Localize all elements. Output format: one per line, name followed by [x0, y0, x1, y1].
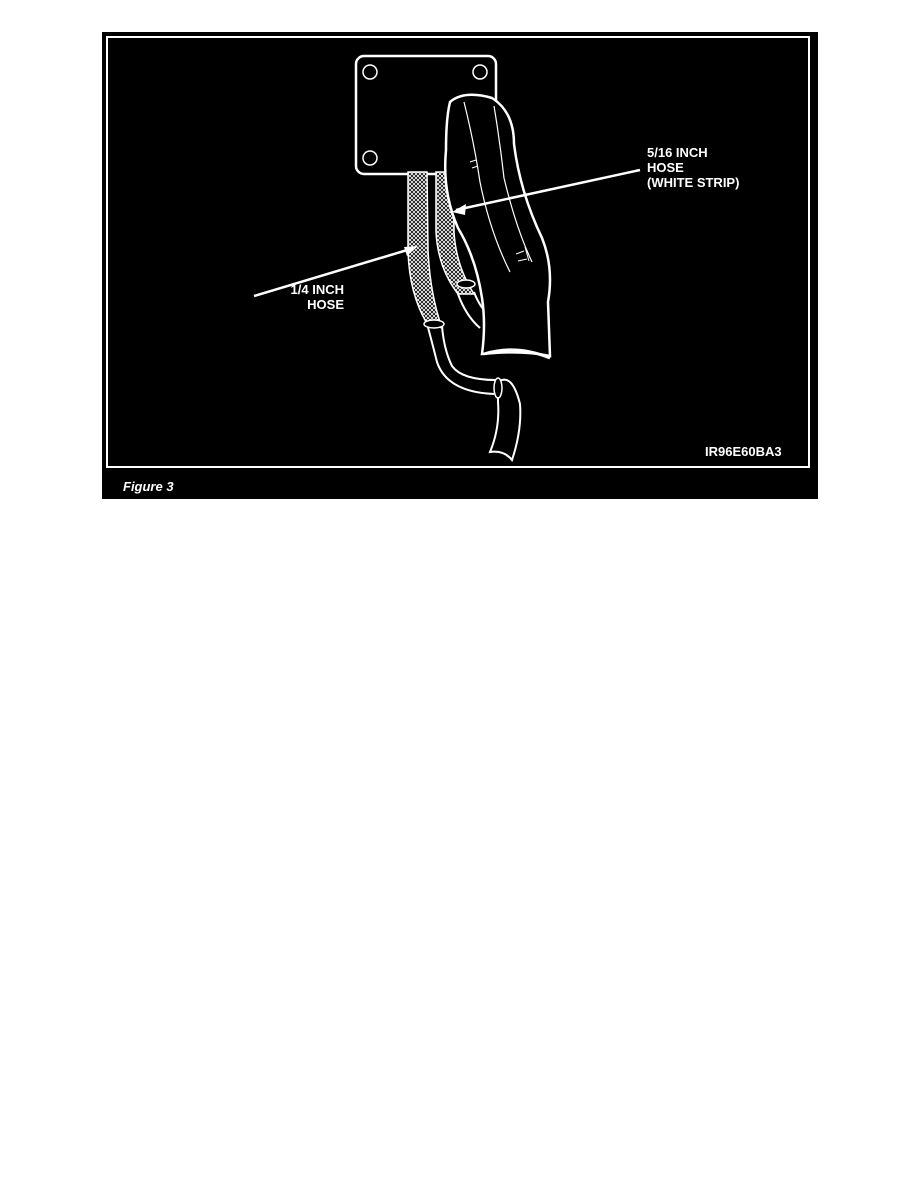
figure-panel	[102, 32, 818, 499]
hose-illustration	[102, 32, 818, 472]
outlet-pipe	[490, 378, 520, 460]
bolt-hole-top-left	[363, 65, 377, 79]
large-wrapped-hose	[445, 95, 550, 358]
five-sixteenth-hose-label	[647, 145, 739, 190]
bolt-hole-top-right	[473, 65, 487, 79]
five-sixteenth-label-line3: (WHITE STRIP)	[647, 175, 740, 190]
quarter-inch-hose-label	[194, 282, 344, 312]
five-sixteenth-label-line1: 5/16 INCH	[647, 145, 708, 160]
figure-code: IR96E60BA3	[705, 444, 782, 459]
five-sixteenth-label-line2: HOSE	[647, 160, 684, 175]
bolt-hole-bottom-left	[363, 151, 377, 165]
quarter-hose-label-line1: 1/4 INCH	[290, 282, 344, 297]
quarter-hose-label-line2: HOSE	[307, 297, 344, 312]
figure-caption: Figure 3	[123, 479, 174, 494]
